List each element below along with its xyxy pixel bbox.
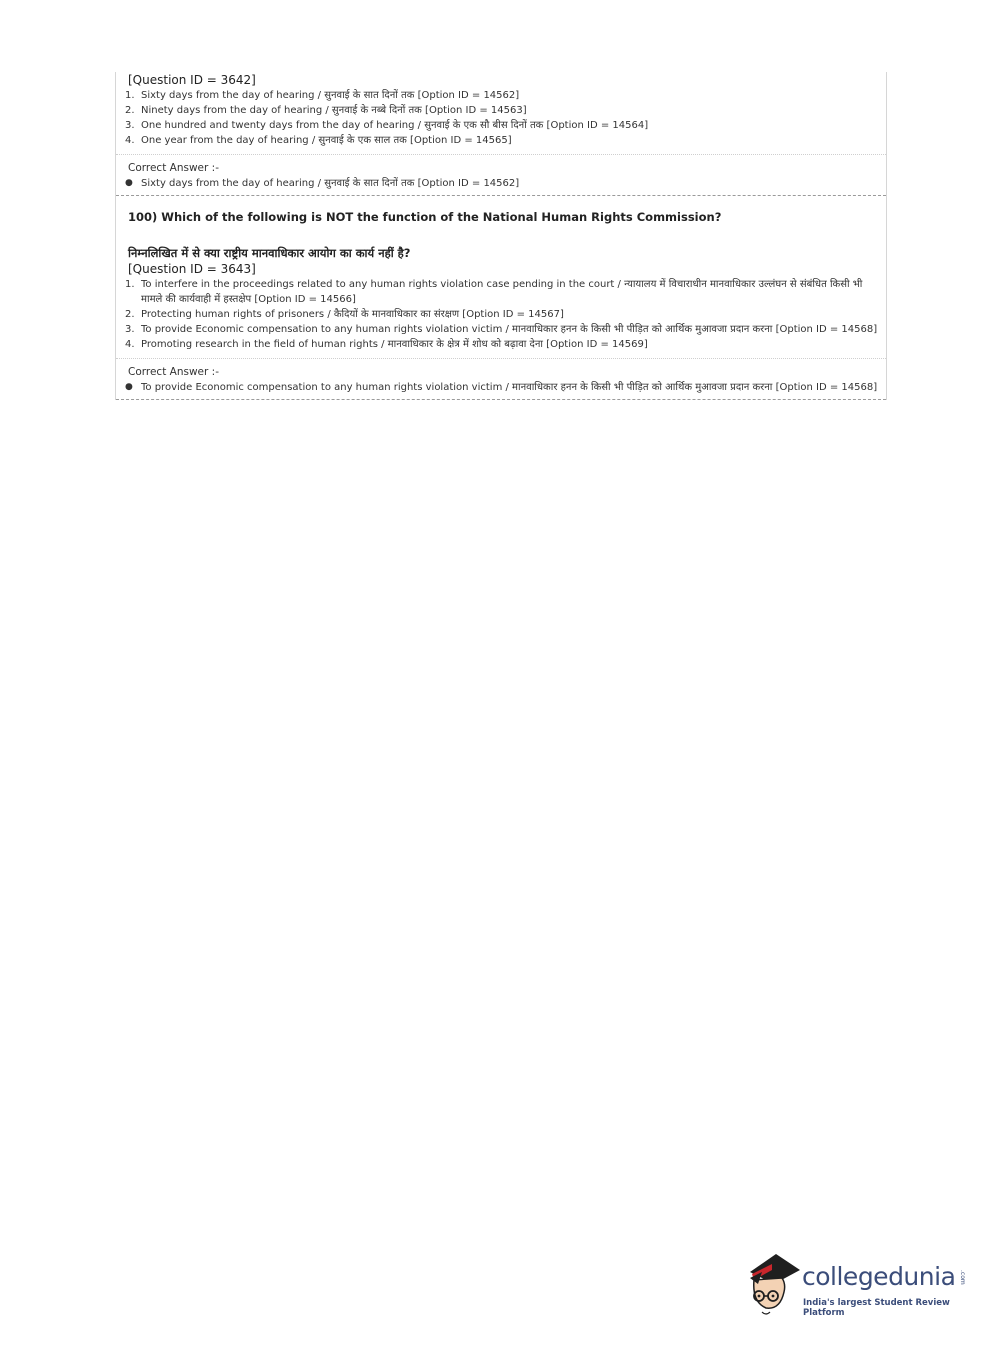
question-id: [Question ID = 3643] — [128, 262, 256, 276]
bullet-icon: ● — [125, 382, 133, 392]
logo-com: .com — [959, 1270, 966, 1285]
question-divider — [116, 195, 886, 196]
correct-answer-list — [125, 380, 886, 395]
divider — [116, 154, 886, 155]
options-list — [125, 88, 886, 148]
question-100-block — [116, 210, 886, 352]
student-mascot-icon — [742, 1250, 802, 1320]
option-item: 3. One hundred and twenty days from the day of hearing / सुनवाई के एक सौ बीस दिनों तक [Option ID = 14564] — [125, 120, 649, 131]
option-item: 4. Promoting research in the field of human rights / मानवाधिकार के क्षेत्र में शोध को बढ़ावा देना [Option ID = 14569] — [125, 339, 648, 350]
option-item: 3. To provide Economic compensation to any human rights violation victim / मानवाधिकार हनन के किसी भी पीड़ित को आर्थिक मुआवजा प्रदान करना [Option ID = 14568] — [125, 324, 878, 335]
bullet-icon: ● — [125, 178, 133, 188]
question-sheet — [115, 72, 887, 400]
question-title-hindi: निम्नलिखित में से क्या राष्ट्रीय मानवाधिकार आयोग का कार्य नहीं है? — [128, 246, 411, 260]
option-item: 2. Ninety days from the day of hearing / सुनवाई के नब्बे दिनों तक [Option ID = 14563] — [125, 105, 527, 116]
question-divider — [116, 399, 886, 400]
correct-answer-label: Correct Answer :- — [128, 162, 219, 174]
correct-answer: ● Sixty days from the day of hearing / सुनवाई के सात दिनों तक [Option ID = 14562] — [125, 178, 520, 189]
question-99-block — [116, 72, 886, 148]
correct-answer-block — [116, 162, 886, 191]
correct-answer-label: Correct Answer :- — [128, 366, 219, 378]
divider — [116, 358, 886, 359]
options-list — [125, 277, 886, 352]
option-item: 4. One year from the day of hearing / सुनवाई के एक साल तक [Option ID = 14565] — [125, 135, 512, 146]
logo-tagline: India's largest Student Review Platform — [803, 1298, 950, 1318]
option-item: 1. To interfere in the proceedings related to any human rights violation case pending in the court / न्यायालय में विचाराधीन मानवाधिकार उल्लंघन से संबंधित किसी भी मामले की कार्यवाही में हस्तक्षेप [Option ID = 14566] — [125, 279, 863, 305]
correct-answer-block — [116, 366, 886, 395]
question-id: [Question ID = 3642] — [128, 73, 256, 87]
option-item: 2. Protecting human rights of prisoners / कैदियों के मानवाधिकार का संरक्षण [Option ID = 14567] — [125, 309, 564, 320]
correct-answer-list — [125, 176, 886, 191]
question-title: 100) Which of the following is NOT the function of the National Human Rights Commission? — [128, 210, 722, 224]
logo-wordmark: collegedunia — [802, 1262, 956, 1291]
option-item: 1. Sixty days from the day of hearing / सुनवाई के सात दिनों तक [Option ID = 14562] — [125, 90, 520, 101]
correct-answer: ● To provide Economic compensation to any human rights violation victim / मानवाधिकार हनन के किसी भी पीड़ित को आर्थिक मुआवजा प्रदान करना [Option ID = 14568] — [125, 382, 878, 393]
collegedunia-logo — [742, 1250, 972, 1320]
